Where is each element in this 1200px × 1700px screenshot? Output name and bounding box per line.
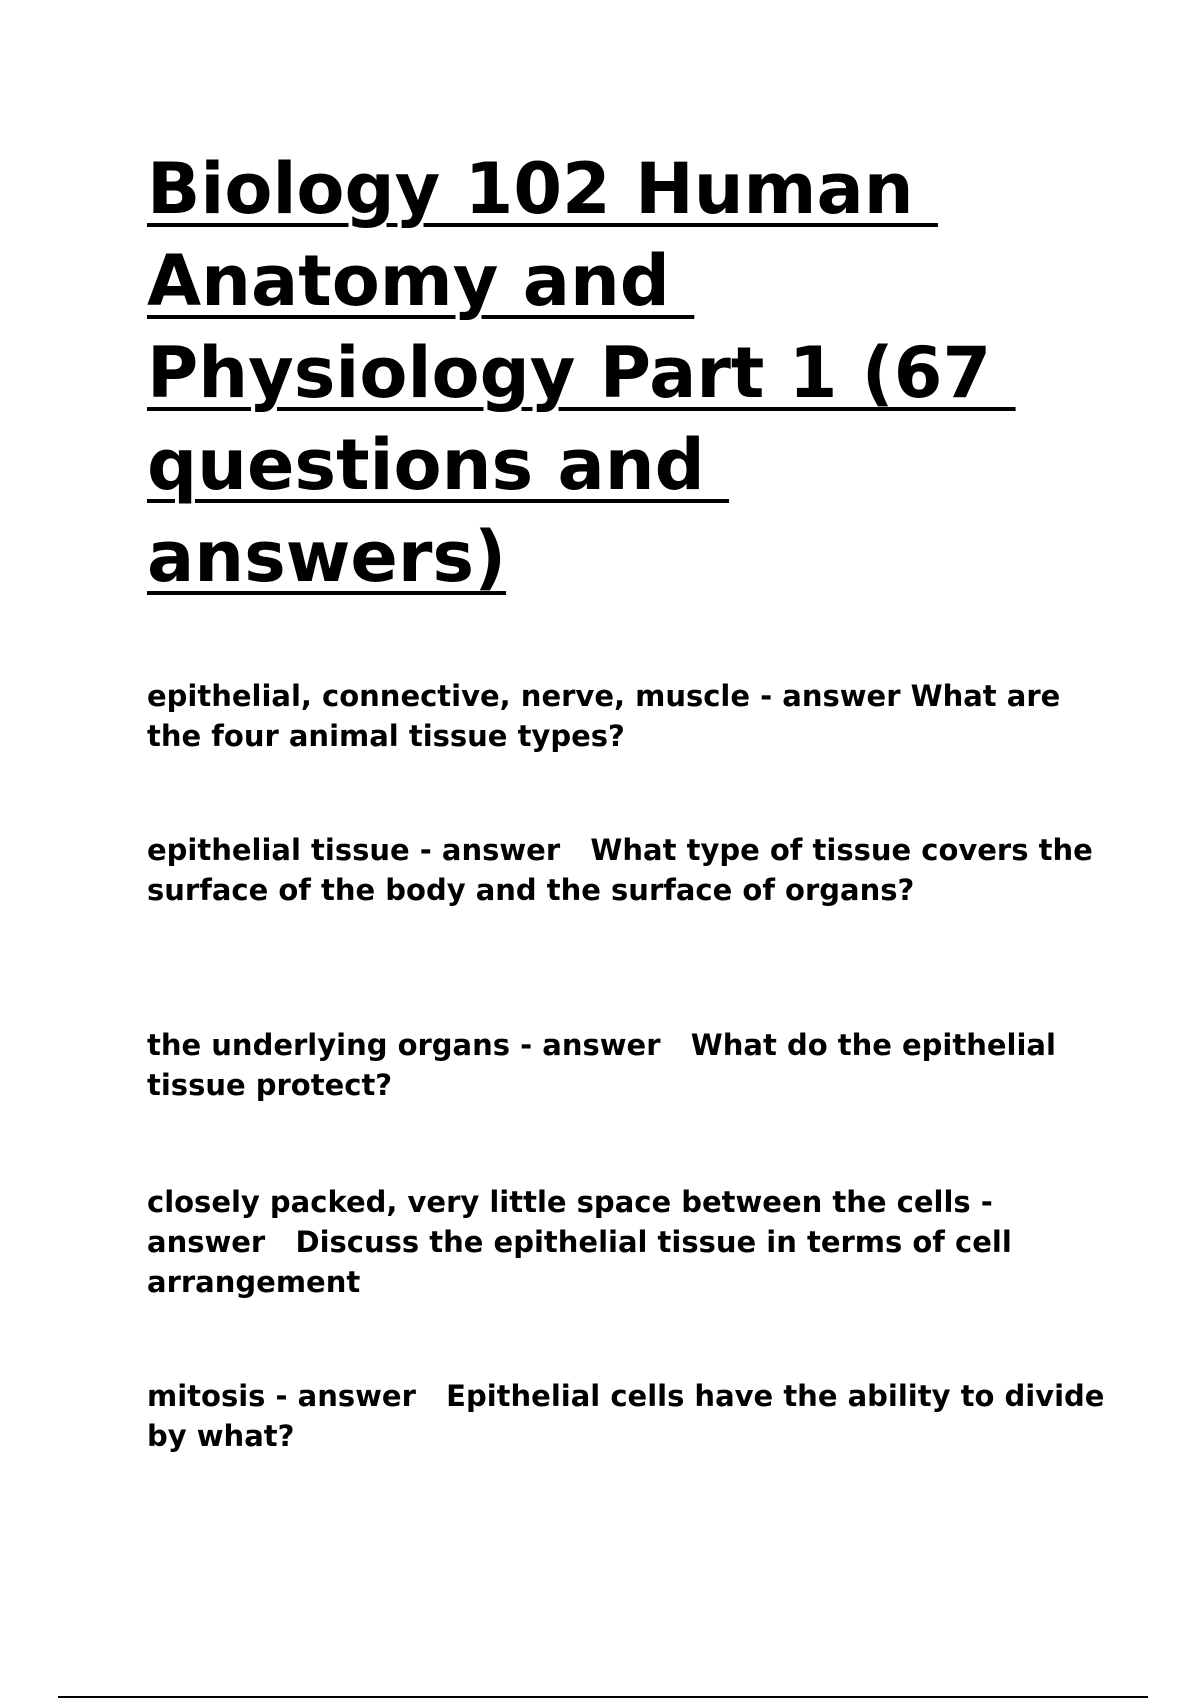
title-line: answers) [147,516,507,598]
title-line: Anatomy and [147,240,695,322]
title-line: Biology 102 Human [147,148,938,230]
title-line: Physiology Part 1 (67 [147,332,1016,414]
qa-entry: epithelial tissue - answer What type of tissue covers the surface of the body and the surface of organs? [147,833,1103,907]
qa-entry: the underlying organs - answer What do the epithelial tissue protect? [147,1028,1067,1102]
footer-divider [58,1696,1148,1698]
qa-entry: mitosis - answer Epithelial cells have the ability to divide by what? [147,1379,1115,1453]
qa-entry: closely packed, very little space between the cells - answer Discuss the epithelial tissue in terms of cell arrangement [147,1185,1022,1299]
title-line: questions and [147,424,730,506]
qa-entry: epithelial, connective, nerve, muscle - answer What are the four animal tissue types? [147,679,1071,753]
document-title [147,143,1107,603]
